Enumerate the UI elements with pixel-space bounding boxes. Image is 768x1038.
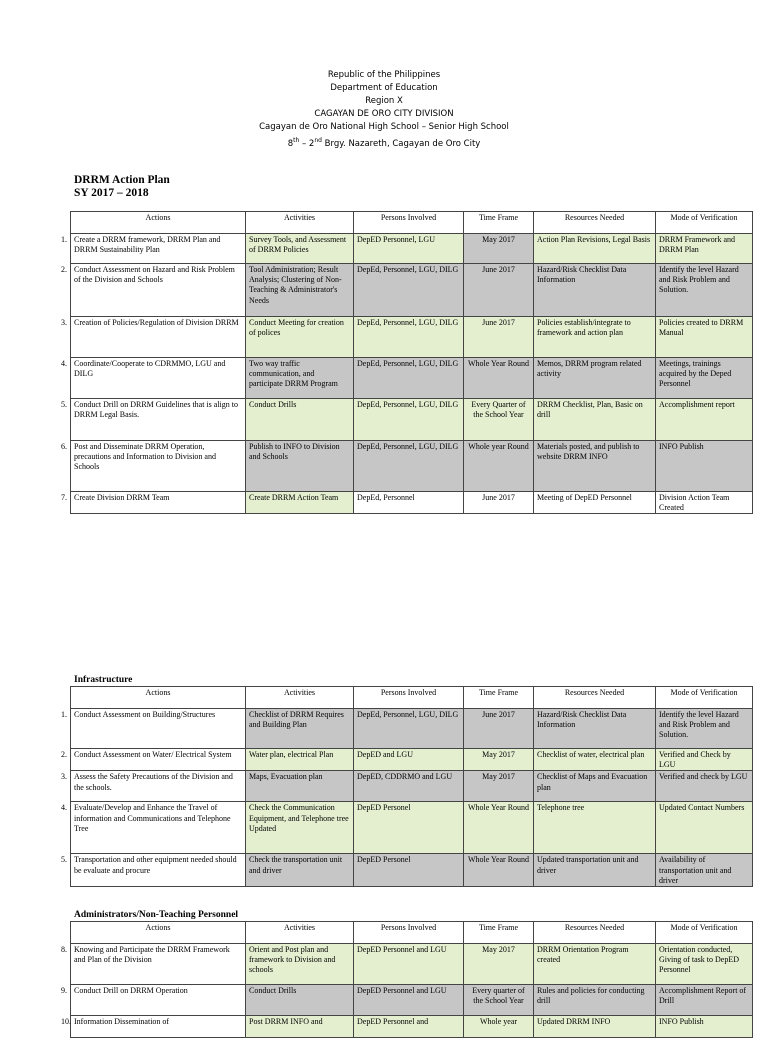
mov-cell: INFO Publish bbox=[656, 441, 753, 492]
activity-cell: Post DRRM INFO and bbox=[246, 1016, 354, 1038]
resources-cell: Rules and policies for conducting drill bbox=[534, 985, 656, 1016]
infrastructure-table bbox=[61, 686, 753, 887]
action-cell: 1. Conduct Assessment on Building/Structures bbox=[71, 709, 246, 749]
col-persons: Persons Involved bbox=[354, 922, 464, 944]
col-resources: Resources Needed bbox=[534, 687, 656, 709]
mov-cell: Policies created to DRRM Manual bbox=[656, 317, 753, 358]
activity-cell: Conduct Drills bbox=[246, 399, 354, 441]
resources-cell: Updated DRRM INFO bbox=[534, 1016, 656, 1038]
col-resources: Resources Needed bbox=[534, 212, 656, 234]
persons-cell: DepEd, Personnel, LGU, DILG bbox=[354, 317, 464, 358]
mov-cell: INFO Publish bbox=[656, 1016, 753, 1038]
resources-cell: Policies establish/integrate to framework and action plan bbox=[534, 317, 656, 358]
table-header-row bbox=[71, 922, 753, 944]
table-header-row bbox=[71, 212, 753, 234]
mov-cell: Identify the level Hazard and Risk Problem and Solution. bbox=[656, 709, 753, 749]
col-actions: Actions bbox=[71, 687, 246, 709]
table-row bbox=[71, 709, 753, 749]
school-year: SY 2017 – 2018 bbox=[74, 187, 149, 199]
timeframe-cell: Whole Year Round bbox=[464, 358, 534, 399]
action-cell: 5. Conduct Drill on DRRM Guidelines that is align to DRRM Legal Basis. bbox=[71, 399, 246, 441]
persons-cell: DepEd, Personnel, LGU, DILG bbox=[354, 709, 464, 749]
col-timeframe: Time Frame bbox=[464, 687, 534, 709]
persons-cell: DepEd, Personnel bbox=[354, 492, 464, 514]
timeframe-cell: Every quarter of the School Year bbox=[464, 985, 534, 1016]
persons-cell: DepED Personnel and LGU bbox=[354, 944, 464, 985]
letterhead-division: CAGAYAN DE ORO CITY DIVISION bbox=[314, 109, 454, 119]
resources-cell: Checklist of Maps and Evacuation plan bbox=[534, 771, 656, 802]
timeframe-cell: June 2017 bbox=[464, 709, 534, 749]
timeframe-cell: Whole Year Round bbox=[464, 802, 534, 854]
resources-cell: Memos, DRRM program related activity bbox=[534, 358, 656, 399]
table-row bbox=[71, 317, 753, 358]
timeframe-cell: Whole year Round bbox=[464, 441, 534, 492]
action-cell: 9. Conduct Drill on DRRM Operation bbox=[71, 985, 246, 1016]
resources-cell: Action Plan Revisions, Legal Basis bbox=[534, 234, 656, 264]
table-header-row bbox=[71, 687, 753, 709]
col-mov: Mode of Verification bbox=[656, 922, 753, 944]
resources-cell: Hazard/Risk Checklist Data Information bbox=[534, 264, 656, 317]
activity-cell: Checklist of DRRM Requires and Building Plan bbox=[246, 709, 354, 749]
table-row bbox=[71, 854, 753, 887]
letterhead-department: Department of Education bbox=[330, 83, 438, 93]
table-row bbox=[71, 492, 753, 514]
resources-cell: Hazard/Risk Checklist Data Information bbox=[534, 709, 656, 749]
mov-cell: Accomplishment report bbox=[656, 399, 753, 441]
col-timeframe: Time Frame bbox=[464, 212, 534, 234]
mov-cell: Availability of transportation unit and driver bbox=[656, 854, 753, 887]
table-row bbox=[71, 944, 753, 985]
resources-cell: DRRM Checklist, Plan, Basic on drill bbox=[534, 399, 656, 441]
timeframe-cell: Whole Year Round bbox=[464, 854, 534, 887]
table-row bbox=[71, 264, 753, 317]
letterhead bbox=[0, 69, 768, 151]
letterhead-school: Cagayan de Oro National High School – Senior High School bbox=[259, 122, 509, 132]
table-row bbox=[71, 771, 753, 802]
action-cell: 10. Information Dissemination of bbox=[71, 1016, 246, 1038]
action-cell: 4. Evaluate/Develop and Enhance the Travel of information and Communications and Telephone Tree bbox=[71, 802, 246, 854]
timeframe-cell: Every Quarter of the School Year bbox=[464, 399, 534, 441]
persons-cell: DepED Personel bbox=[354, 854, 464, 887]
action-cell: 2. Conduct Assessment on Hazard and Risk Problem of the Division and Schools bbox=[71, 264, 246, 317]
letterhead-country: Republic of the Philippines bbox=[327, 70, 441, 80]
mov-cell: Verified and check by LGU bbox=[656, 771, 753, 802]
drrm-plan-table bbox=[61, 211, 753, 514]
activity-cell: Two way traffic communication, and participate DRRM Program bbox=[246, 358, 354, 399]
table-row bbox=[71, 399, 753, 441]
action-cell: 3. Creation of Policies/Regulation of Division DRRM bbox=[71, 317, 246, 358]
timeframe-cell: June 2017 bbox=[464, 492, 534, 514]
resources-cell: Meeting of DepED Personnel bbox=[534, 492, 656, 514]
plan-title: DRRM Action Plan SY 2017 – 2018 bbox=[74, 174, 170, 199]
col-mov: Mode of Verification bbox=[656, 687, 753, 709]
table-row bbox=[71, 358, 753, 399]
activity-cell: Publish to INFO to Division and Schools bbox=[246, 441, 354, 492]
activity-cell: Conduct Drills bbox=[246, 985, 354, 1016]
action-cell: 5. Transportation and other equipment needed should be evaluate and procure bbox=[71, 854, 246, 887]
mov-cell: DRRM Framework and DRRM Plan bbox=[656, 234, 753, 264]
col-actions: Actions bbox=[71, 212, 246, 234]
persons-cell: DepED and LGU bbox=[354, 749, 464, 771]
col-activities: Activities bbox=[246, 212, 354, 234]
persons-cell: DepED Personel bbox=[354, 802, 464, 854]
mov-cell: Verified and Check by LGU bbox=[656, 749, 753, 771]
persons-cell: DepEd, Personnel, LGU, DILG bbox=[354, 399, 464, 441]
activity-cell: Check the transportation unit and driver bbox=[246, 854, 354, 887]
action-cell: 3. Assess the Safety Precautions of the Division and the schools. bbox=[71, 771, 246, 802]
persons-cell: DepED Personnel and bbox=[354, 1016, 464, 1038]
activity-cell: Water plan, electrical Plan bbox=[246, 749, 354, 771]
timeframe-cell: May 2017 bbox=[464, 771, 534, 802]
mov-cell: Accomplishment Report of Drill bbox=[656, 985, 753, 1016]
mov-cell: Orientation conducted, Giving of task to DepED Personnel bbox=[656, 944, 753, 985]
activity-cell: Survey Tools, and Assessment of DRRM Policies bbox=[246, 234, 354, 264]
mov-cell: Updated Contact Numbers bbox=[656, 802, 753, 854]
action-cell: 6. Post and Disseminate DRRM Operation, precautions and Information to Division and Schools bbox=[71, 441, 246, 492]
persons-cell: DepEd, Personnel, LGU, DILG bbox=[354, 358, 464, 399]
persons-cell: DepEd, Personnel, LGU, DILG bbox=[354, 441, 464, 492]
resources-cell: Materials posted, and publish to website DRRM INFO bbox=[534, 441, 656, 492]
activity-cell: Create DRRM Action Team bbox=[246, 492, 354, 514]
resources-cell: Updated transportation unit and driver bbox=[534, 854, 656, 887]
resources-cell: DRRM Orientation Program created bbox=[534, 944, 656, 985]
section-title-infrastructure: Infrastructure bbox=[74, 675, 133, 685]
col-persons: Persons Involved bbox=[354, 212, 464, 234]
persons-cell: DepED Personnel and LGU bbox=[354, 985, 464, 1016]
table-row bbox=[71, 234, 753, 264]
timeframe-cell: June 2017 bbox=[464, 317, 534, 358]
col-resources: Resources Needed bbox=[534, 922, 656, 944]
activity-cell: Check the Communication Equipment, and Telephone tree Updated bbox=[246, 802, 354, 854]
timeframe-cell: Whole year bbox=[464, 1016, 534, 1038]
resources-cell: Telephone tree bbox=[534, 802, 656, 854]
mov-cell: Meetings, trainings acquired by the Deped Personnel bbox=[656, 358, 753, 399]
persons-cell: DepED, CDDRMO and LGU bbox=[354, 771, 464, 802]
persons-cell: DepED Personnel, LGU bbox=[354, 234, 464, 264]
activity-cell: Orient and Post plan and framework to Division and schools bbox=[246, 944, 354, 985]
activity-cell: Maps, Evacuation plan bbox=[246, 771, 354, 802]
table-row bbox=[71, 985, 753, 1016]
action-cell: 4. Coordinate/Cooperate to CDRMMO, LGU and DILG bbox=[71, 358, 246, 399]
administrators-table bbox=[61, 921, 753, 1038]
col-activities: Activities bbox=[246, 922, 354, 944]
col-mov: Mode of Verification bbox=[656, 212, 753, 234]
persons-cell: DepEd, Personnel, LGU, DILG bbox=[354, 264, 464, 317]
timeframe-cell: June 2017 bbox=[464, 264, 534, 317]
timeframe-cell: May 2017 bbox=[464, 234, 534, 264]
table-row bbox=[71, 441, 753, 492]
col-persons: Persons Involved bbox=[354, 687, 464, 709]
col-activities: Activities bbox=[246, 687, 354, 709]
mov-cell: Division Action Team Created bbox=[656, 492, 753, 514]
section-title-administrators: Administrators/Non-Teaching Personnel bbox=[74, 910, 239, 920]
letterhead-address: 8th – 2nd Brgy. Nazareth, Cagayan de Oro City bbox=[287, 137, 481, 149]
col-actions: Actions bbox=[71, 922, 246, 944]
action-cell: 8. Knowing and Participate the DRRM Framework and Plan of the Division bbox=[71, 944, 246, 985]
timeframe-cell: May 2017 bbox=[464, 749, 534, 771]
activity-cell: Conduct Meeting for creation of polices bbox=[246, 317, 354, 358]
mov-cell: Identify the level Hazard and Risk Problem and Solution. bbox=[656, 264, 753, 317]
action-cell: 2. Conduct Assessment on Water/ Electrical System bbox=[71, 749, 246, 771]
letterhead-region: Region X bbox=[365, 96, 403, 106]
table-row bbox=[71, 1016, 753, 1038]
activity-cell: Tool Administration; Result Analysis; Clustering of Non-Teaching & Administrator's Needs bbox=[246, 264, 354, 317]
timeframe-cell: May 2017 bbox=[464, 944, 534, 985]
table-row bbox=[71, 749, 753, 771]
table-row bbox=[71, 802, 753, 854]
col-timeframe: Time Frame bbox=[464, 922, 534, 944]
action-cell: 1. Create a DRRM framework, DRRM Plan and DRRM Sustainability Plan bbox=[71, 234, 246, 264]
resources-cell: Checklist of water, electrical plan bbox=[534, 749, 656, 771]
action-cell: 7. Create Division DRRM Team bbox=[71, 492, 246, 514]
